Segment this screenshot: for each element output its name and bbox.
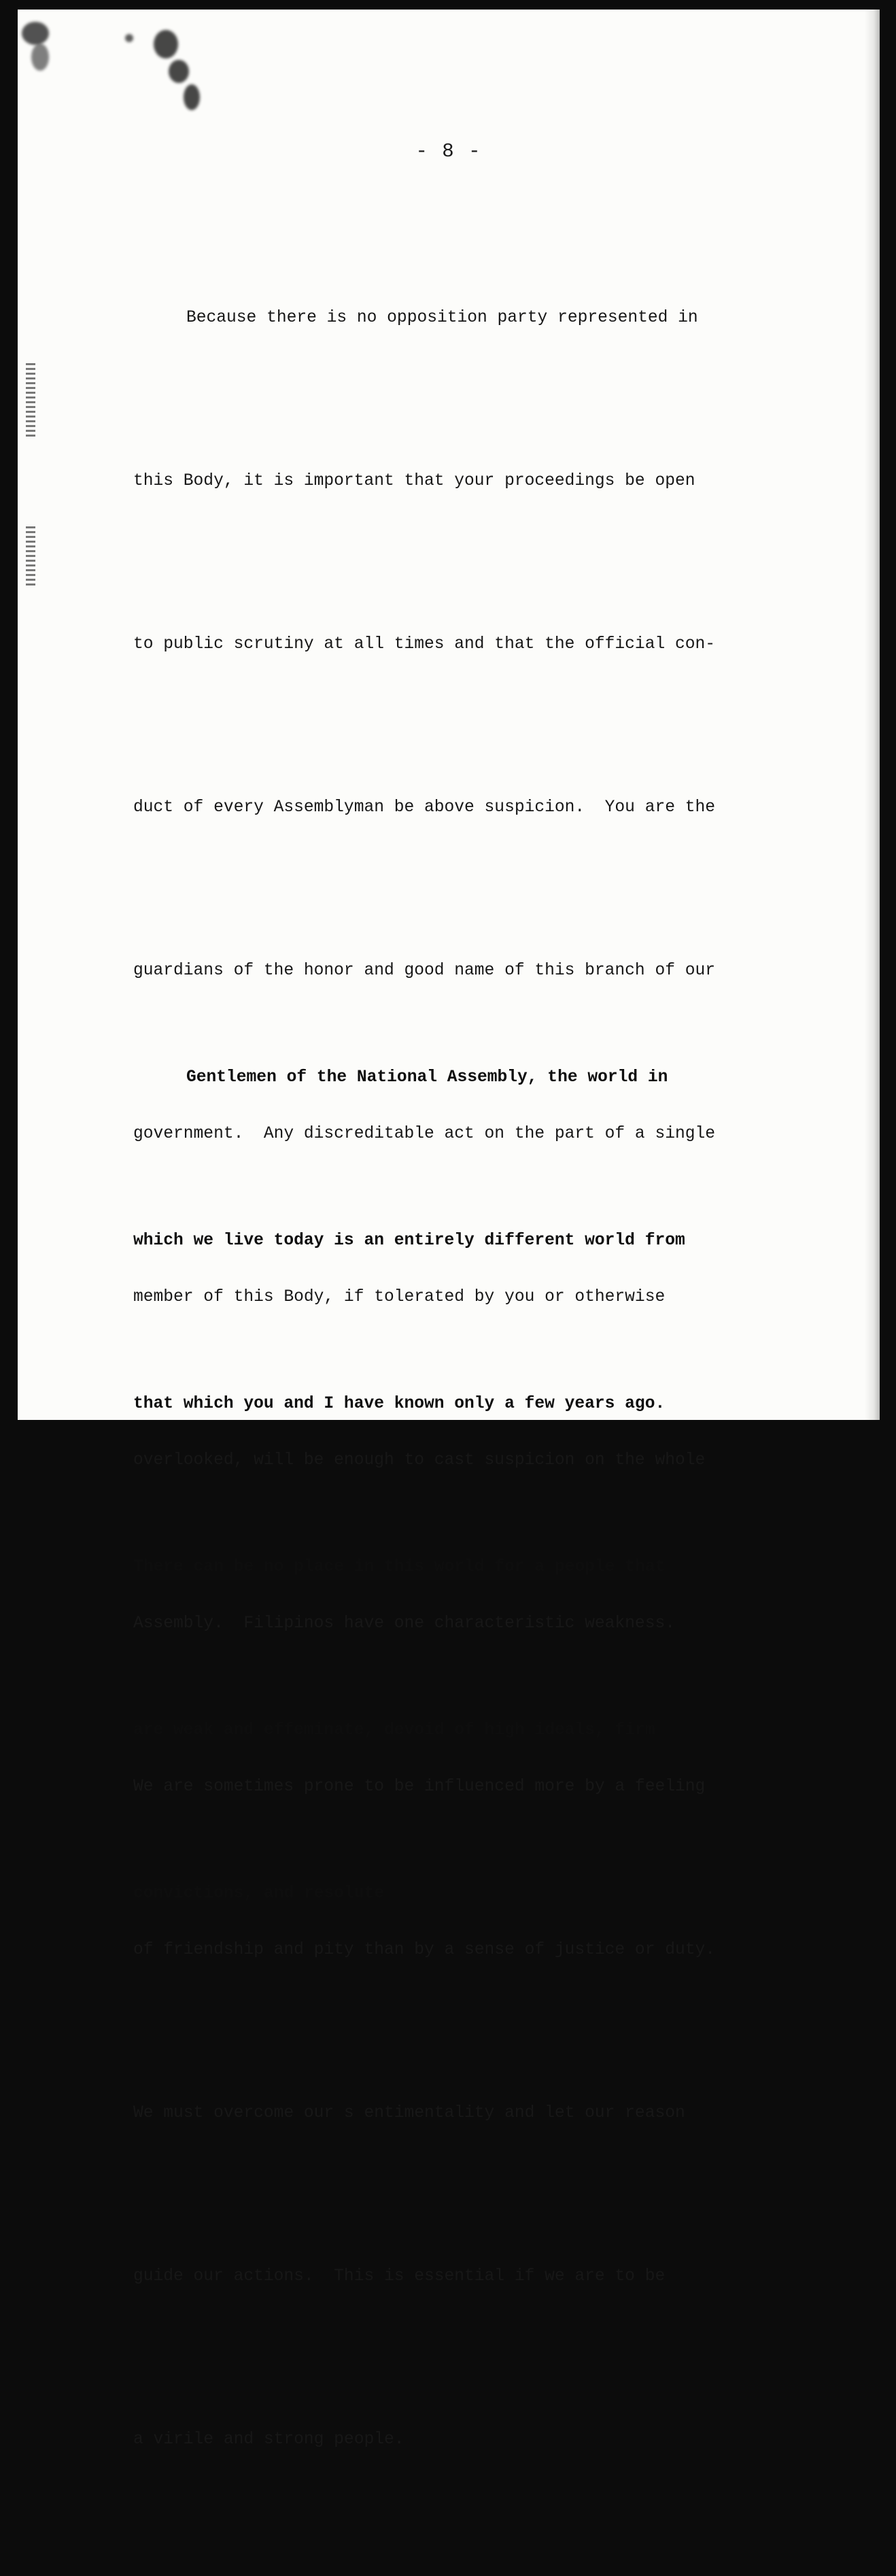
document-page <box>18 10 880 2449</box>
text-line: government. Any discreditable act on the part of a single <box>133 1125 716 1143</box>
text-line: We must overcome our s entimentality and let our reason <box>133 2104 685 2122</box>
text-line: guardians of the honor and good name of this branch of our <box>133 962 716 980</box>
text-line: this Body, it is important that your proceedings be open <box>133 472 695 490</box>
ink-smudge <box>31 44 49 71</box>
text-line: to public scrutiny at all times and that the official con- <box>133 635 716 654</box>
text-line: a virile and strong people. <box>133 2430 404 2449</box>
text-line: duct of every Assemblyman be above suspicion. You are the <box>133 798 716 817</box>
text-line: We are sometimes prone to be influenced more by a feeling <box>133 1778 706 1796</box>
text-line: are weak and effeminate, devoid of high ideals, firm <box>133 1721 655 1740</box>
text-line: overlooked, will be enough to cast suspicion on the whole <box>133 1451 706 1470</box>
ink-smudge <box>125 34 133 42</box>
binding-marks <box>26 363 35 438</box>
text-line: There can be no place in this world for a people that <box>133 1558 666 1576</box>
text-line: Gentlemen of the National Assembly, the world in <box>186 1068 668 1087</box>
paragraph-2 <box>133 942 772 2030</box>
page-edge-shadow <box>865 10 880 1420</box>
ink-smudge <box>184 84 200 110</box>
text-line: Assembly. Filipinos have one characteristic weakness. <box>133 1614 675 1633</box>
text-line: guide our actions. This is essential if we are to be <box>133 2267 666 2286</box>
text-line: Because there is no opposition party represented in <box>186 309 698 327</box>
ink-smudge <box>169 60 189 83</box>
page-number: - 8 - <box>415 140 482 163</box>
ink-smudge <box>22 22 49 45</box>
text-line: member of this Body, if tolerated by you or otherwise <box>133 1288 666 1306</box>
text-line: convictions, and resolute <box>133 1884 384 1903</box>
ink-smudge <box>154 30 178 58</box>
text-line: that which you and I have known only a few years ago. <box>133 1395 666 1413</box>
text-line: which we live today is an entirely different world from <box>133 1232 685 1250</box>
binding-marks <box>26 526 35 588</box>
text-line: of friendship and pity than by a sense of justice or duty. <box>133 1941 716 1959</box>
